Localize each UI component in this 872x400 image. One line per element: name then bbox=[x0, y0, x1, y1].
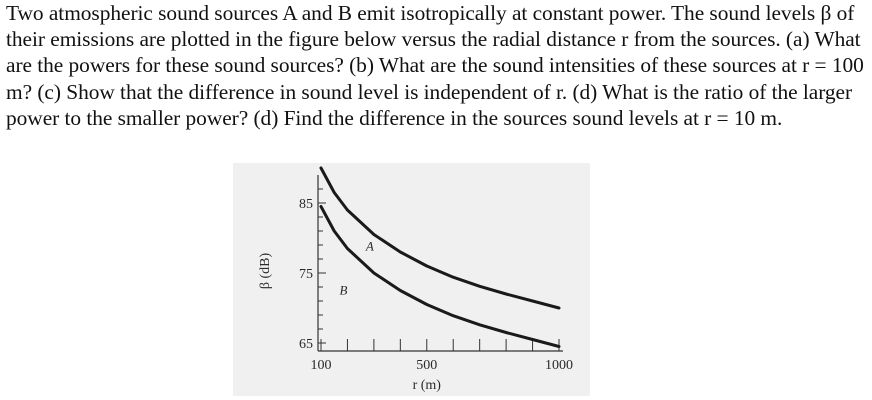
sound-level-figure bbox=[233, 163, 590, 396]
series-B-line bbox=[321, 207, 559, 347]
y-tick-label: 65 bbox=[299, 337, 313, 352]
chart-axes bbox=[318, 175, 563, 351]
y-axis-label: β (dB) bbox=[258, 252, 273, 290]
x-axis-label: r (m) bbox=[412, 378, 441, 393]
x-tick-label: 500 bbox=[416, 358, 438, 373]
sound-level-chart bbox=[233, 163, 590, 396]
x-tick-label: 1000 bbox=[545, 358, 573, 373]
y-tick-label: 75 bbox=[299, 267, 313, 282]
series-A-line bbox=[321, 168, 559, 308]
chart-curves bbox=[321, 168, 559, 347]
series-B-label: B bbox=[339, 282, 348, 298]
problem-statement: Two atmospheric sound sources A and B emit isotropically at constant power. The sound levels β of their emissions are plotted in the figure below versus the radial distance r from the sources. (a) What are the powers for these sound sources? (b) What are the sound intensities of these sources at r = 100 m? (c) Show that the difference in sound level is independent of r. (d) What is the ratio of the larger power to the smaller power? (d) Find the difference in the sources sound levels at r = 10 m. bbox=[6, 1, 864, 130]
y-tick-label: 85 bbox=[299, 197, 313, 212]
x-tick-label: 100 bbox=[310, 358, 332, 373]
series-A-label: A bbox=[365, 238, 374, 254]
